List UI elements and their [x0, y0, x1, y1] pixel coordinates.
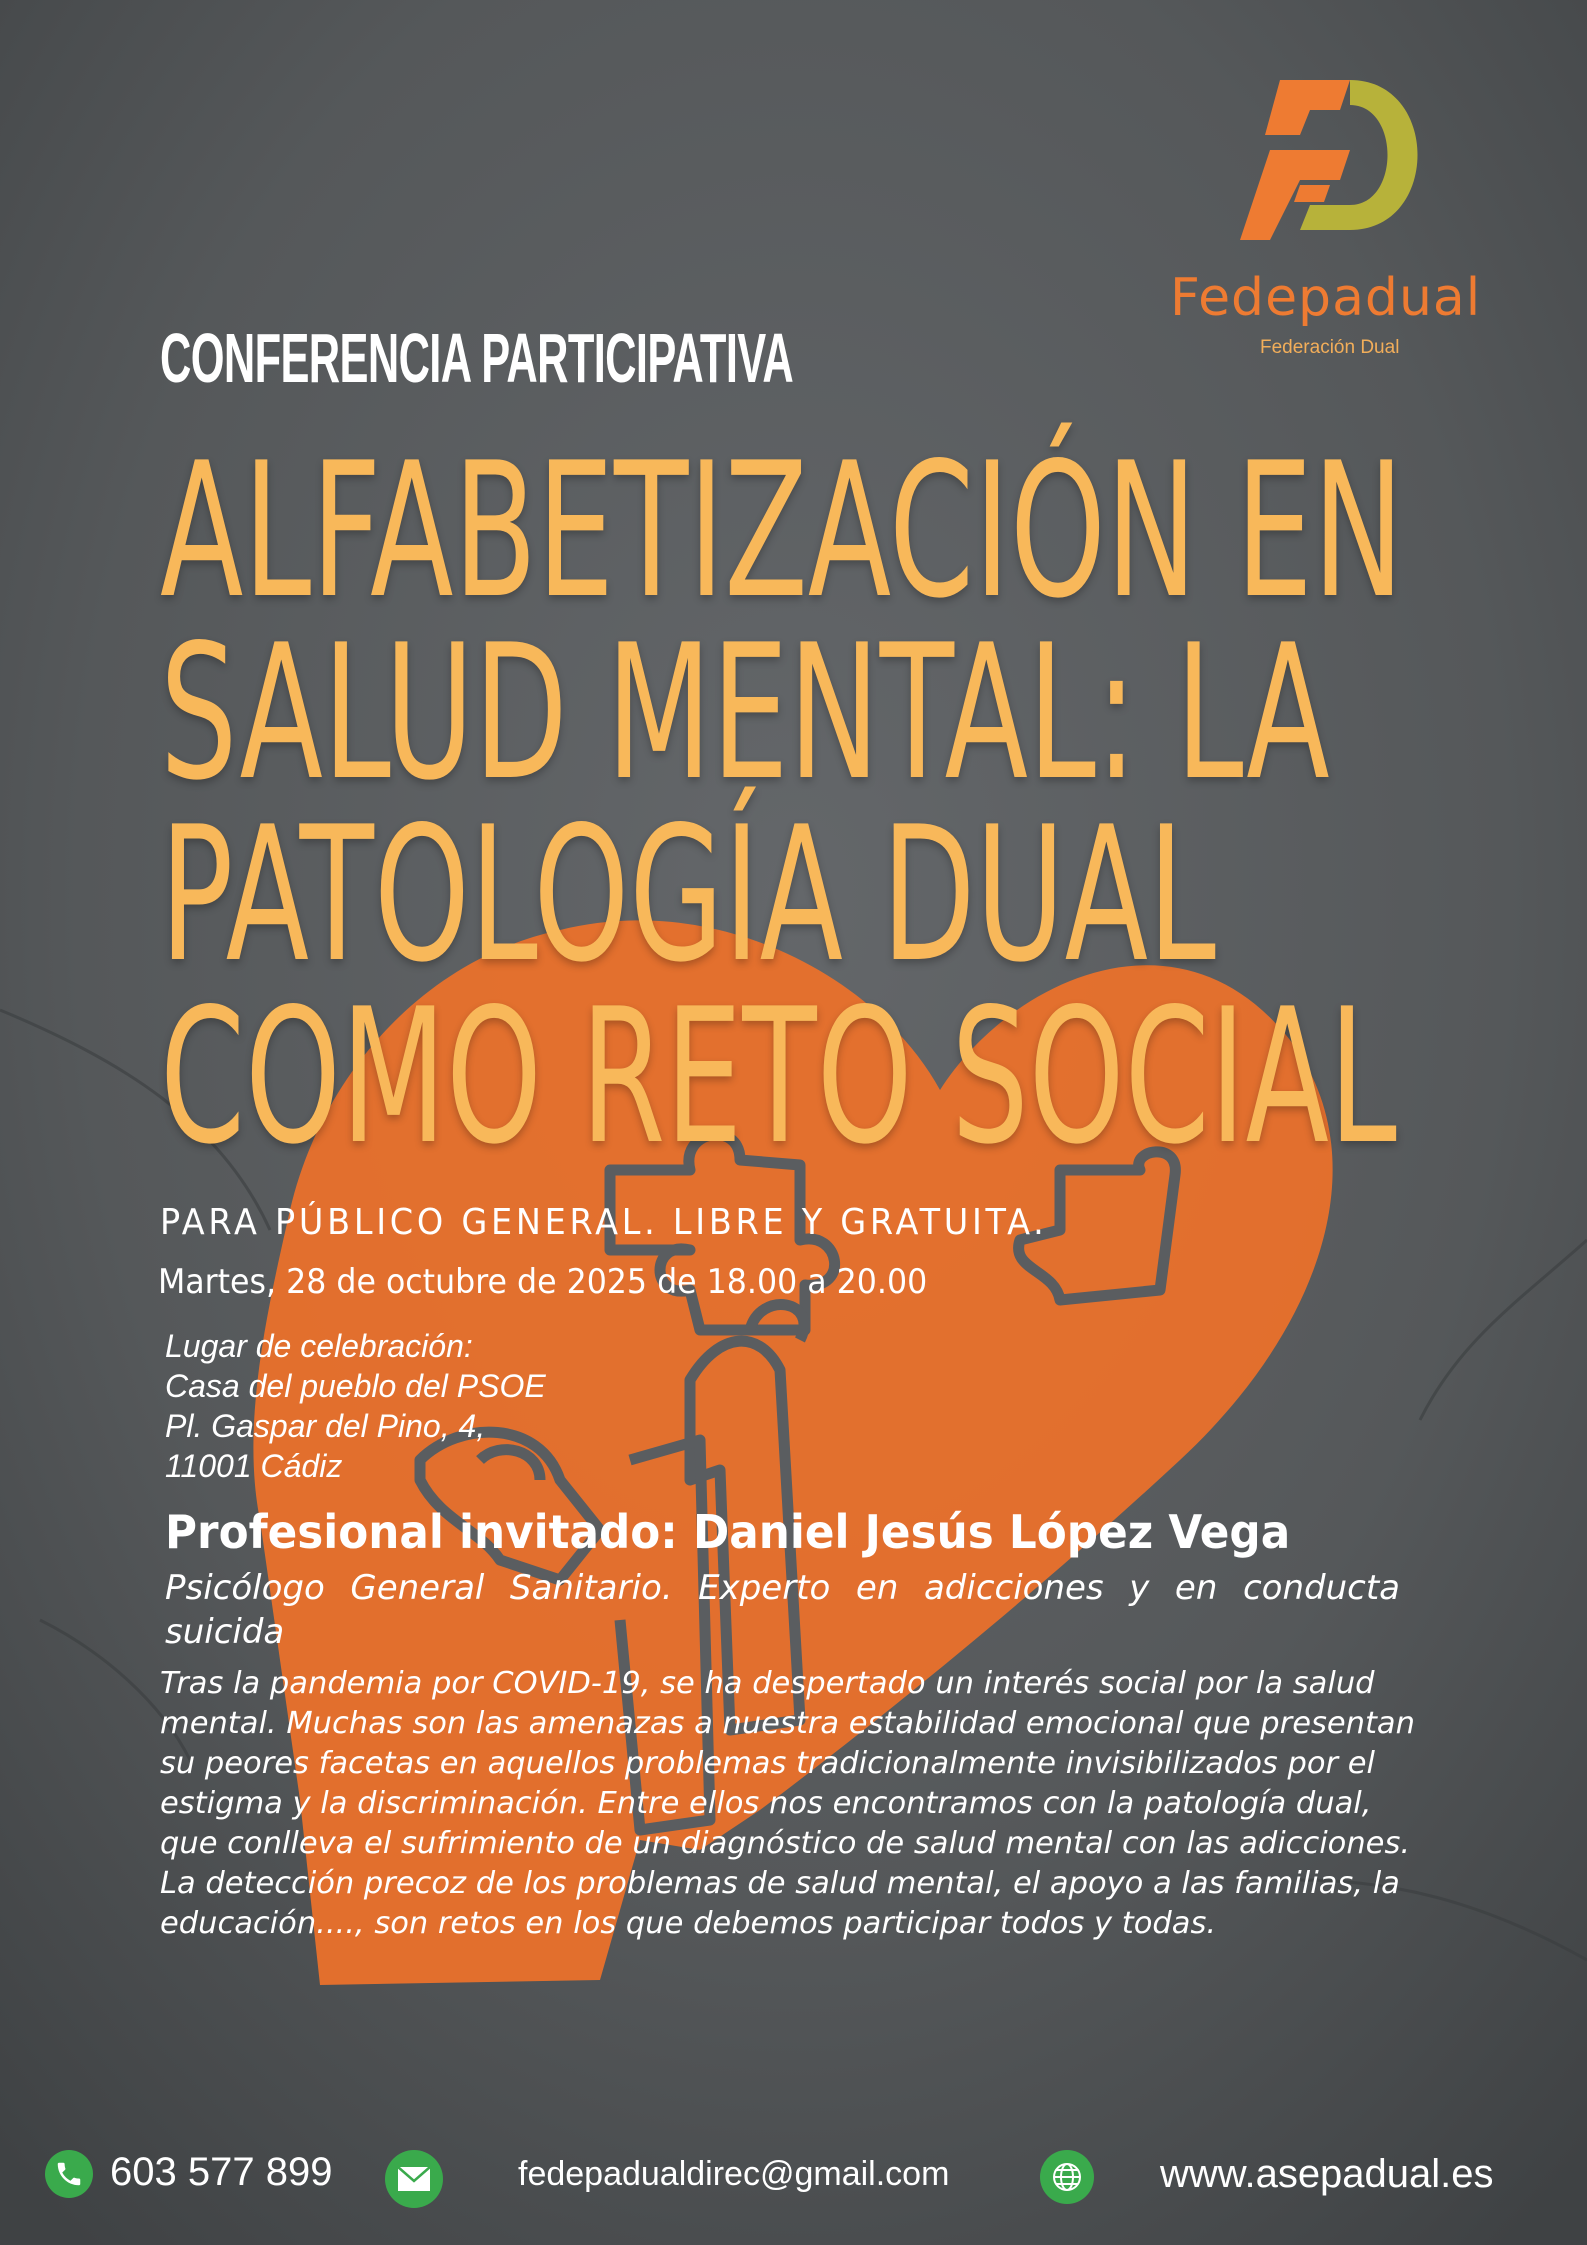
mail-icon — [385, 2150, 443, 2208]
venue-address: Pl. Gaspar del Pino, 4, — [165, 1408, 486, 1444]
venue-block — [165, 1326, 546, 1486]
event-date: Martes, 28 de octubre de 2025 de 18.00 a 20.00 — [158, 1262, 928, 1302]
venue-name: Casa del pueblo del PSOE — [165, 1368, 546, 1404]
title-line-3: PATOLOGÍA DUAL — [160, 786, 1216, 1003]
phone-number[interactable]: 603 577 899 — [110, 2150, 333, 2194]
fedepadual-logo-icon — [1240, 80, 1440, 240]
audience-note: PARA PÚBLICO GENERAL. LIBRE Y GRATUITA. — [160, 1202, 1048, 1243]
phone-icon — [45, 2150, 93, 2198]
event-title — [160, 422, 1404, 1185]
title-line-1: ALFABETIZACIÓN EN — [160, 422, 1404, 639]
title-line-4: COMO RETO SOCIAL — [160, 968, 1397, 1185]
venue-label: Lugar de celebración: — [165, 1328, 473, 1364]
title-line-2: SALUD MENTAL: LA — [160, 604, 1330, 821]
guest-role: Psicólogo General Sanitario. Experto en adicciones y en conducta suicida — [165, 1568, 1400, 1652]
globe-icon — [1040, 2150, 1094, 2204]
logo-name: Fedepadual — [1170, 268, 1482, 328]
event-description: Tras la pandemia por COVID-19, se ha despertado un interés social por la salud mental. Muchas son las amenazas a nuestra estabilidad emocional que presentan su peores facetas en aquellos problemas tradicionalmente invisibilizados por el estigma y la discriminación. Entre ellos nos encontramos con la patología dual, que conlleva el sufrimiento de un diagnóstico de salud mental con las adicciones. La detección precoz de los problemas de salud mental, el apoyo a las familias, la educación...., son retos en los que debemos participar todos y todas. — [160, 1666, 1415, 1941]
guest-heading: Profesional invitado: Daniel Jesús López Vega — [165, 1505, 1291, 1559]
venue-city: 11001 Cádiz — [165, 1448, 343, 1484]
website-link[interactable]: www.asepadual.es — [1160, 2152, 1494, 2196]
logo-subtitle: Federación Dual — [1260, 337, 1400, 358]
event-kicker: CONFERENCIA PARTICIPATIVA — [160, 319, 794, 397]
email-address[interactable]: fedepadualdirec@gmail.com — [518, 2155, 950, 2193]
